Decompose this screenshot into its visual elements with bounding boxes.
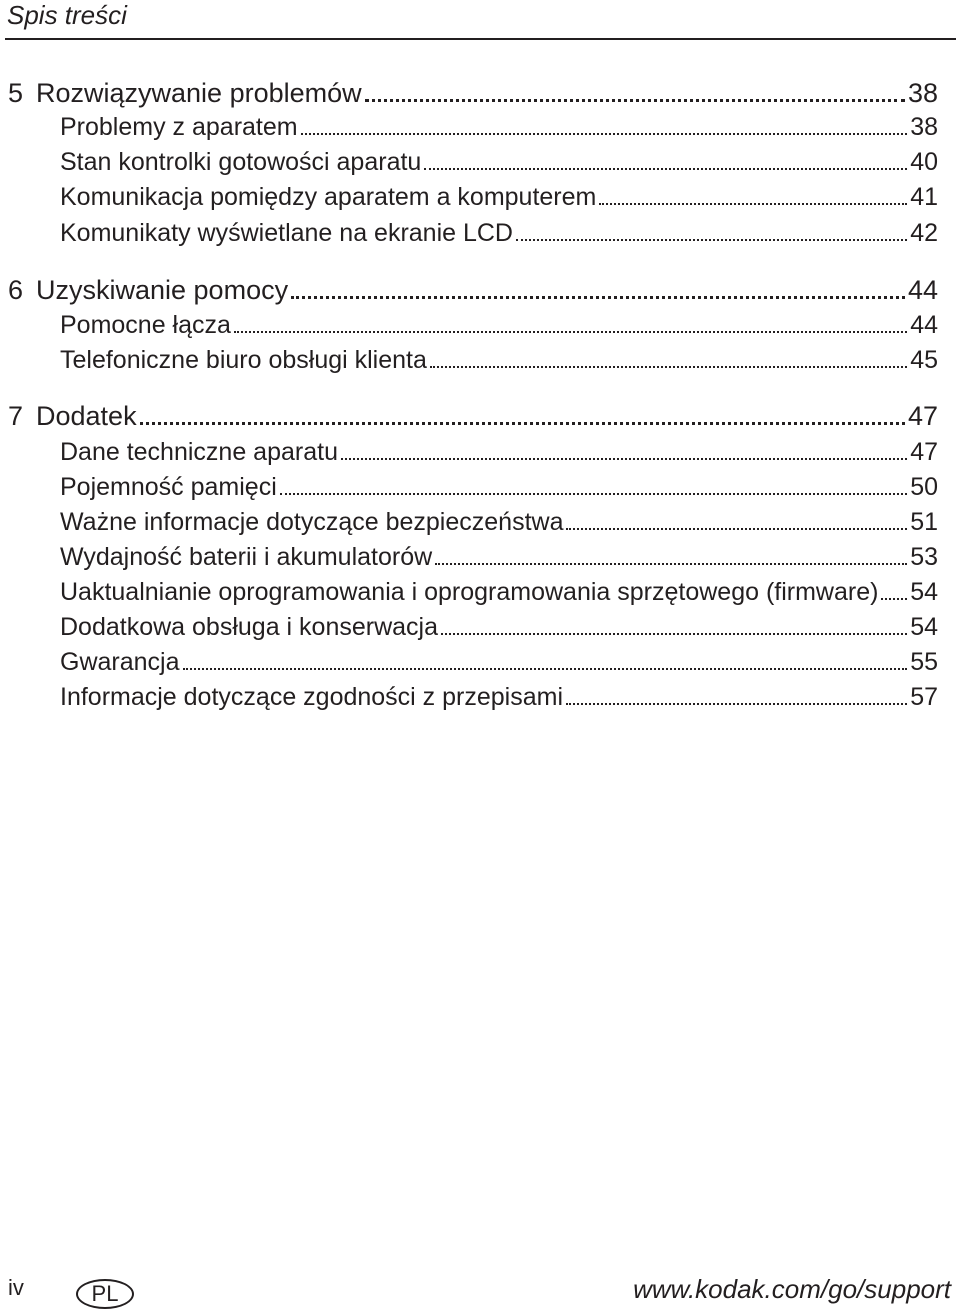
toc-leader: [516, 239, 907, 241]
toc-leader: [566, 703, 907, 705]
toc-leader: [441, 633, 907, 635]
toc-leader: [234, 331, 907, 333]
toc-entry-title: Informacje dotyczące zgodności z przepisami: [60, 683, 564, 711]
toc-entry[interactable]: [60, 343, 938, 377]
support-url[interactable]: www.kodak.com/go/support: [633, 1274, 951, 1304]
toc-entry-title: Pojemność pamięci: [60, 473, 277, 501]
toc-entry[interactable]: [60, 680, 938, 714]
toc-chapter-title: Rozwiązywanie problemów: [36, 78, 362, 108]
toc-leader: [183, 668, 908, 670]
toc-entry-title: Ważne informacje dotyczące bezpieczeństwa: [60, 508, 564, 536]
toc-leader: [365, 99, 905, 102]
toc-page-number: 40: [910, 148, 938, 176]
toc-page-number: 41: [910, 183, 938, 211]
toc-page-number: 54: [910, 613, 938, 641]
toc-leader: [566, 528, 907, 530]
toc-page-number: 51: [910, 508, 938, 536]
toc-page-number: 42: [910, 219, 938, 247]
toc-page-number: 50: [910, 473, 938, 501]
toc-page-number: 47: [910, 438, 938, 466]
toc-chapter-title: Uzyskiwanie pomocy: [36, 275, 289, 305]
toc-chapter-number: 5: [8, 78, 24, 108]
toc-entry[interactable]: [60, 435, 938, 469]
toc-leader: [140, 422, 905, 425]
toc-entry-title: Telefoniczne biuro obsługi klienta: [60, 346, 427, 374]
toc-entry[interactable]: [60, 575, 938, 609]
toc-entry-title: Dane techniczne aparatu: [60, 438, 338, 466]
toc-page-number: 38: [910, 113, 938, 141]
toc-entry[interactable]: [60, 505, 938, 539]
toc-entry[interactable]: [60, 610, 938, 644]
language-code: PL: [91, 1281, 119, 1306]
page-header-title: Spis treści: [7, 0, 127, 30]
language-badge: [76, 1279, 134, 1309]
toc-entry-title: [8, 273, 288, 307]
toc-leader: [280, 493, 907, 495]
toc-entry[interactable]: [60, 180, 938, 214]
toc-page-number: 45: [910, 346, 938, 374]
toc-entry-title: Komunikaty wyświetlane na ekranie LCD: [60, 219, 513, 247]
toc-page-number: 38: [907, 78, 938, 108]
toc-chapter-6[interactable]: [8, 273, 938, 307]
toc-leader: [881, 598, 907, 600]
toc-chapter-title: Dodatek: [36, 401, 137, 431]
toc-chapter-5[interactable]: [8, 76, 938, 110]
toc-page-number: 44: [907, 275, 938, 305]
toc-entry[interactable]: [60, 645, 938, 679]
toc-page-number: 53: [910, 543, 938, 571]
toc-entry-title: Komunikacja pomiędzy aparatem a komputerem: [60, 183, 597, 211]
toc-leader: [291, 296, 905, 299]
toc-entry-title: Dodatkowa obsługa i konserwacja: [60, 613, 438, 641]
toc-page-number: 47: [907, 401, 938, 431]
toc-entry[interactable]: [60, 308, 938, 342]
toc-page-number: 54: [910, 578, 938, 606]
toc-entry[interactable]: [60, 540, 938, 574]
toc-page-number: 57: [910, 683, 938, 711]
toc-leader: [341, 458, 907, 460]
toc-leader: [599, 203, 907, 205]
toc-entry-title: [8, 399, 137, 433]
toc-entry-title: Stan kontrolki gotowości aparatu: [60, 148, 422, 176]
toc-entry-title: Gwarancja: [60, 648, 180, 676]
toc-leader: [424, 168, 907, 170]
toc-chapter-number: 6: [8, 275, 24, 305]
toc-entry-title: Pomocne łącza: [60, 311, 231, 339]
footer-page-number: iv: [8, 1275, 24, 1300]
toc-entry-title: Uaktualnianie oprogramowania i oprogramowania sprzętowego (firmware): [60, 578, 879, 606]
toc-chapter-number: 7: [8, 401, 24, 431]
toc-entry-title: Problemy z aparatem: [60, 113, 298, 141]
toc-entry[interactable]: [60, 110, 938, 144]
toc-entry[interactable]: [60, 145, 938, 179]
toc-chapter-7[interactable]: [8, 399, 938, 433]
toc-entry[interactable]: [60, 216, 938, 250]
toc-leader: [430, 366, 907, 368]
toc-page-number: 55: [910, 648, 938, 676]
toc-leader: [435, 563, 907, 565]
toc-page-number: 44: [910, 311, 938, 339]
toc-entry[interactable]: [60, 470, 938, 504]
toc-entry-title: Wydajność baterii i akumulatorów: [60, 543, 433, 571]
toc-leader: [301, 133, 908, 135]
toc-entry-title: [8, 76, 362, 110]
